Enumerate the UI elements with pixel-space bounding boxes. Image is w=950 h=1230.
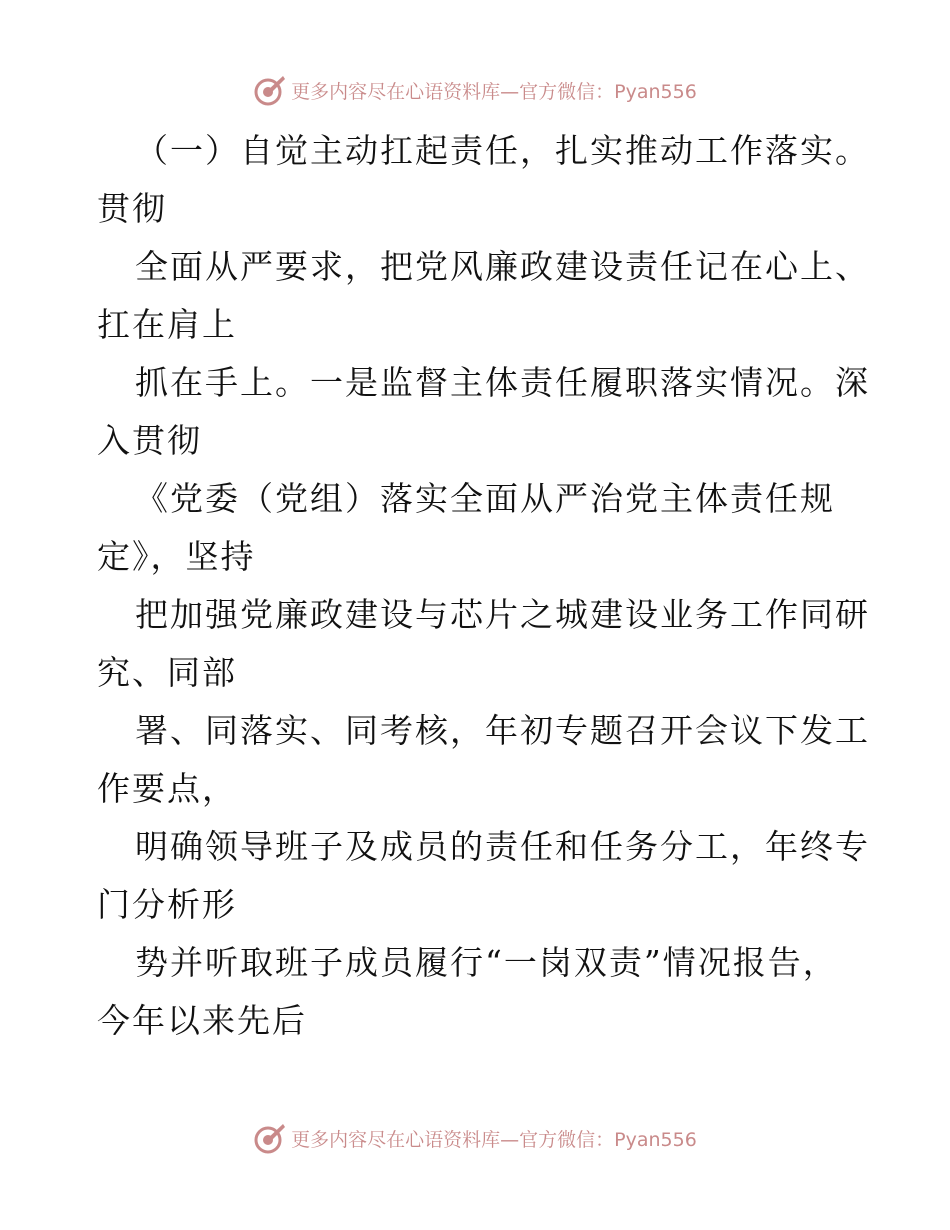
text-line: 扛在肩上 — [97, 305, 237, 344]
text-line: 贯彻 — [97, 189, 167, 228]
text-line: 把加强党廉政建设与芯片之城建设业务工作同研 — [135, 595, 870, 634]
text-line: 全面从严要求，把党风廉政建设责任记在心上、 — [135, 247, 870, 286]
pen-nib-circle-icon — [253, 73, 287, 107]
text-line: 署、同落实、同考核，年初专题召开会议下发工 — [135, 711, 870, 750]
text-line: 作要点， — [97, 769, 237, 808]
pen-nib-circle-icon — [253, 1121, 287, 1155]
text-line: 入贯彻 — [97, 421, 202, 460]
text-line: 《党委（党组）落实全面从严治党主体责任规 — [135, 479, 835, 518]
text-line: 定》，坚持 — [97, 537, 256, 576]
footer-watermark — [0, 1116, 950, 1160]
text-line: （一）自觉主动扛起责任，扎实推动工作落实。 — [135, 131, 870, 170]
text-line: 明确领导班子及成员的责任和任务分工，年终专 — [135, 827, 870, 866]
header-watermark — [0, 68, 950, 112]
header-watermark-text: 更多内容尽在心语资料库—官方微信：Pyan556 — [291, 80, 697, 103]
text-line: 今年以来先后 — [97, 1001, 307, 1040]
document-body — [97, 122, 870, 1050]
text-line: 抓在手上。一是监督主体责任履职落实情况。深 — [135, 363, 870, 402]
text-line: 门分析形 — [97, 885, 237, 924]
text-line: 势并听取班子成员履行“一岗双责”情况报告， — [135, 943, 838, 982]
footer-watermark-text: 更多内容尽在心语资料库—官方微信：Pyan556 — [291, 1128, 697, 1151]
text-line: 究、同部 — [97, 653, 237, 692]
